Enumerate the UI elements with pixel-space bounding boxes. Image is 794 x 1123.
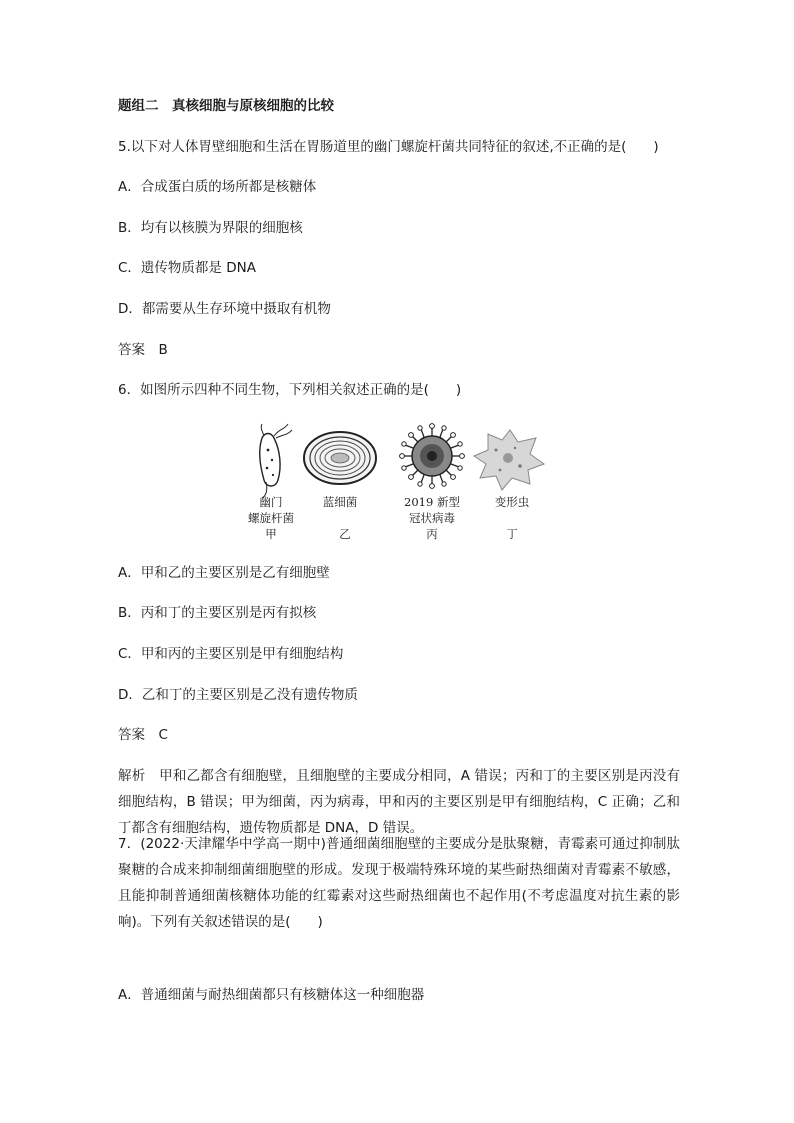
organism-figure — [240, 420, 560, 545]
question-5-option-a: A．合成蛋白质的场所都是核糖体 — [118, 179, 317, 195]
cyanobacteria-image — [304, 432, 376, 484]
question-5-option-d: D．都需要从生存环境中摄取有机物 — [118, 301, 331, 317]
figure-illustrations — [240, 420, 560, 500]
caption-amoeba-name: 变形虫 — [494, 495, 530, 509]
question-6-option-c: C．甲和丙的主要区别是甲有细胞结构 — [118, 646, 344, 662]
question-6-option-d: D．乙和丁的主要区别是乙没有遗传物质 — [118, 687, 358, 703]
question-6-answer: 答案 C — [118, 727, 168, 743]
caption-cyanobacteria-name: 蓝细菌 — [322, 495, 358, 509]
question-7-option-a: A．普通细菌与耐热细菌都只有核糖体这一种细胞器 — [118, 987, 425, 1003]
question-5-stem: 5.以下对人体胃壁细胞和生活在胃肠道里的幽门螺旋杆菌共同特征的叙述,不正确的是( ) — [118, 139, 659, 155]
question-6-stem: 6．如图所示四种不同生物，下列相关叙述正确的是( ) — [118, 382, 462, 398]
question-5-option-c: C．遗传物质都是 DNA — [118, 260, 256, 276]
question-6-option-a: A．甲和乙的主要区别是乙有细胞壁 — [118, 565, 330, 581]
question-5-answer: 答案 B — [118, 342, 168, 358]
coronavirus-image — [400, 424, 465, 489]
caption-coronavirus-label: 丙 — [426, 527, 438, 541]
question-6-analysis: 解析 甲和乙都含有细胞壁，且细胞壁的主要成分相同，A 错误；丙和丁的主要区别是丙没有细胞结构，B 错误；甲为细菌，丙为病毒，甲和丙的主要区别是甲有细胞结构，C 正确；乙和丁都含有细胞结构，遗传物质都是 DNA，D 错误。 — [118, 768, 680, 836]
caption-coronavirus-name: 2019 新型 冠状病毒 — [404, 495, 460, 525]
caption-helicobacter-label: 甲 — [265, 527, 277, 541]
question-6-option-b: B．丙和丁的主要区别是丙有拟核 — [118, 605, 317, 621]
section-title: 题组二 真核细胞与原核细胞的比较 — [118, 98, 334, 114]
caption-cyanobacteria-label: 乙 — [339, 527, 351, 541]
caption-amoeba-label: 丁 — [506, 527, 518, 541]
question-7-stem: 7．(2022·天津耀华中学高一期中)普通细菌细胞壁的主要成分是肽聚糖，青霉素可通过抑制肽聚糖的合成来抑制细菌细胞壁的形成。发现于极端特殊环境的某些耐热细菌对青霉素不敏感，且能抑制普通细菌核糖体功能的红霉素对这些耐热细菌也不起作用(不考虑温度对抗生素的影响)。下列有关叙述错误的是( ) — [118, 836, 680, 930]
caption-helicobacter-name: 幽门 螺旋杆菌 — [248, 495, 294, 525]
amoeba-image — [474, 430, 544, 490]
helicobacter-pylori-image — [260, 424, 292, 498]
question-5-option-b: B．均有以核膜为界限的细胞核 — [118, 220, 303, 236]
